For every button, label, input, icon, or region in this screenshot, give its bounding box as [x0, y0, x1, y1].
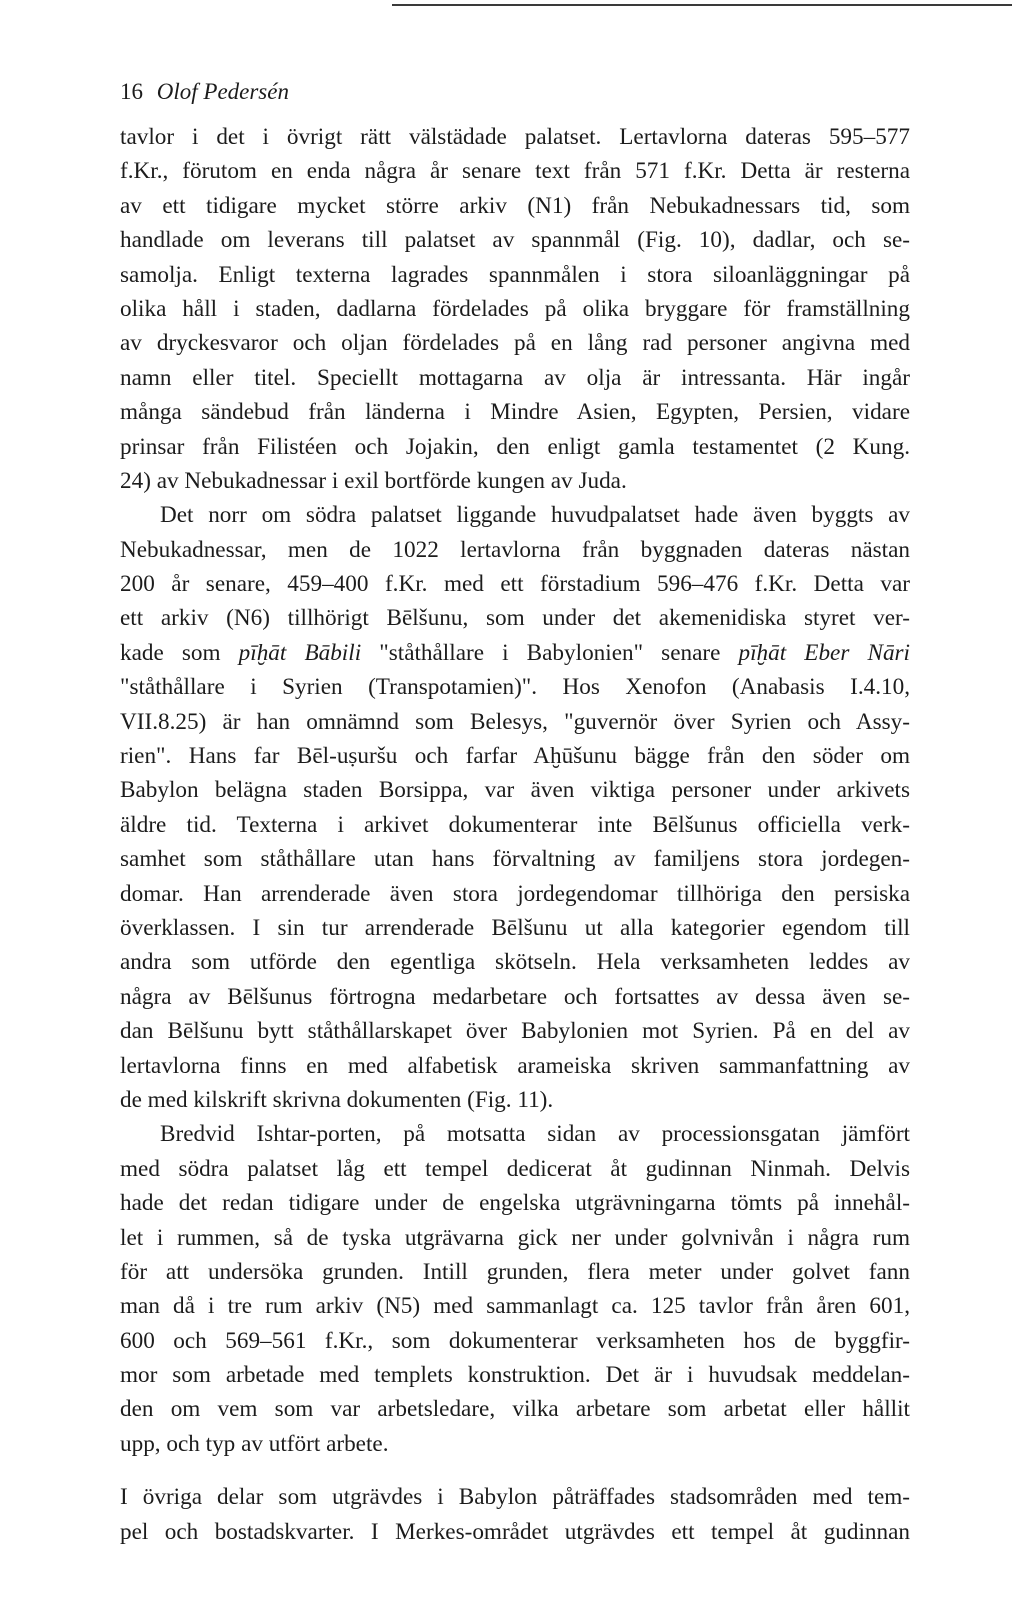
text-line: 24) av Nebukadnessar i exil bortförde kungen av Juda. [120, 467, 627, 494]
text-fragment: kade som [120, 639, 239, 666]
italic-title: pīḫāt Bābili [238, 639, 362, 666]
text-line: samolja. Enligt texterna lagrades spannmålen i stora siloanläggningar på [120, 261, 910, 288]
text-line: domar. Han arrenderade även stora jordegendomar tillhöriga den persiska [120, 880, 910, 907]
text-line: rien". Hans far Bēl-uṣuršu och farfar Aḫūšunu bägge från den söder om [120, 743, 910, 770]
section-gap [120, 1461, 910, 1480]
text-line: med södra palatset låg ett tempel dedicerat åt gudinnan Ninmah. Delvis [120, 1155, 910, 1182]
text-line: några av Bēlšunus förtrogna medarbetare och fortsattes av dessa även se- [120, 983, 910, 1010]
text-line: Babylon belägna staden Borsippa, var även viktiga personer under arkivets [120, 777, 910, 804]
text-line: 600 och 569–561 f.Kr., som dokumenterar verksamheten hos de byggfir- [120, 1327, 910, 1354]
text-line: de med kilskrift skrivna dokumenten (Fig. 11). [120, 1086, 554, 1113]
running-head-author: Olof Pedersén [156, 79, 289, 104]
text-fragment: "ståthållare i Babylonien" senare [361, 639, 739, 666]
text-line: pel och bostadskvarter. I Merkes-området utgrävdes ett tempel åt gudinnan [120, 1518, 910, 1545]
text-line: dan Bēlšunu bytt ståthållarskapet över Babylonien mot Syrien. På en del av [120, 1018, 910, 1045]
text-line: 200 år senare, 459–400 f.Kr. med ett förstadium 596–476 f.Kr. Detta var [120, 571, 910, 598]
text-line: upp, och typ av utfört arbete. [120, 1430, 389, 1457]
text-line: den om vem som var arbetsledare, vilka arbetare som arbetat eller hållit [120, 1396, 910, 1423]
text-line: VII.8.25) är han omnämnd som Belesys, "guvernör över Syrien och Assy- [120, 708, 910, 735]
text-line: f.Kr., förutom en enda några år senare text från 571 f.Kr. Detta är resterna [120, 158, 910, 185]
text-line: tavlor i det i övrigt rätt välstädade palatset. Lertavlorna dateras 595–577 [120, 124, 910, 150]
top-rule [392, 4, 1012, 6]
text-line: I övriga delar som utgrävdes i Babylon påträffades stadsområden med tem- [120, 1484, 910, 1511]
text-line: av ett tidigare mycket större arkiv (N1) från Nebukadnessars tid, som [120, 192, 910, 219]
text-line-with-titles [120, 636, 910, 670]
text-line: let i rummen, så de tyska utgrävarna gick ner under golvnivån i några rum [120, 1224, 910, 1251]
text-line: Bredvid Ishtar-porten, på motsatta sidan av processionsgatan jämfört [160, 1121, 910, 1148]
page-number: 16 [120, 79, 143, 104]
text-line: Nebukadnessar, men de 1022 lertavlorna från byggnaden dateras nästan [120, 536, 910, 563]
text-line: äldre tid. Texterna i arkivet dokumenterar inte Bēlšunus officiella verk- [120, 811, 910, 838]
text-line: av dryckesvaror och oljan fördelades på en lång rad personer angivna med [120, 330, 910, 357]
text-line: mor som arbetade med templets konstruktion. Det är i huvudsak meddelan- [120, 1362, 910, 1389]
text-line: andra som utförde den egentliga skötseln. Hela verksamheten leddes av [120, 949, 910, 976]
running-head [120, 78, 289, 106]
text-line: lertavlorna finns en med alfabetisk arameiska skriven sammanfattning av [120, 1052, 910, 1079]
body-text [120, 120, 910, 1549]
text-line: prinsar från Filistéen och Jojakin, den enligt gamla testamentet (2 Kung. [120, 433, 910, 460]
text-line: överklassen. I sin tur arrenderade Bēlšunu ut alla kategorier egendom till [120, 914, 910, 941]
text-line: Det norr om södra palatset liggande huvudpalatset hade även byggts av [160, 502, 910, 529]
text-line: ett arkiv (N6) tillhörigt Bēlšunu, som under det akemenidiska styret ver- [120, 605, 910, 632]
text-line: hade det redan tidigare under de engelska utgrävningarna tömts på innehål- [120, 1190, 910, 1217]
text-line: samhet som ståthållare utan hans förvaltning av familjens stora jordegen- [120, 846, 910, 873]
italic-title: pīḫāt Eber Nāri [738, 639, 911, 666]
text-line: många sändebud från länderna i Mindre Asien, Egypten, Persien, vidare [120, 399, 910, 426]
text-line: man då i tre rum arkiv (N5) med sammanlagt ca. 125 tavlor från åren 601, [120, 1293, 910, 1320]
text-line: handlade om leverans till palatset av spannmål (Fig. 10), dadlar, och se- [120, 227, 910, 254]
text-line: namn eller titel. Speciellt mottagarna av olja är intressanta. Här ingår [120, 364, 910, 391]
text-line: "ståthållare i Syrien (Transpotamien)". Hos Xenofon (Anabasis I.4.10, [120, 674, 910, 701]
text-line: olika håll i staden, dadlarna fördelades på olika bryggare för framställning [120, 295, 910, 322]
text-line: för att undersöka grunden. Intill grunden, flera meter under golvet fann [120, 1258, 910, 1285]
